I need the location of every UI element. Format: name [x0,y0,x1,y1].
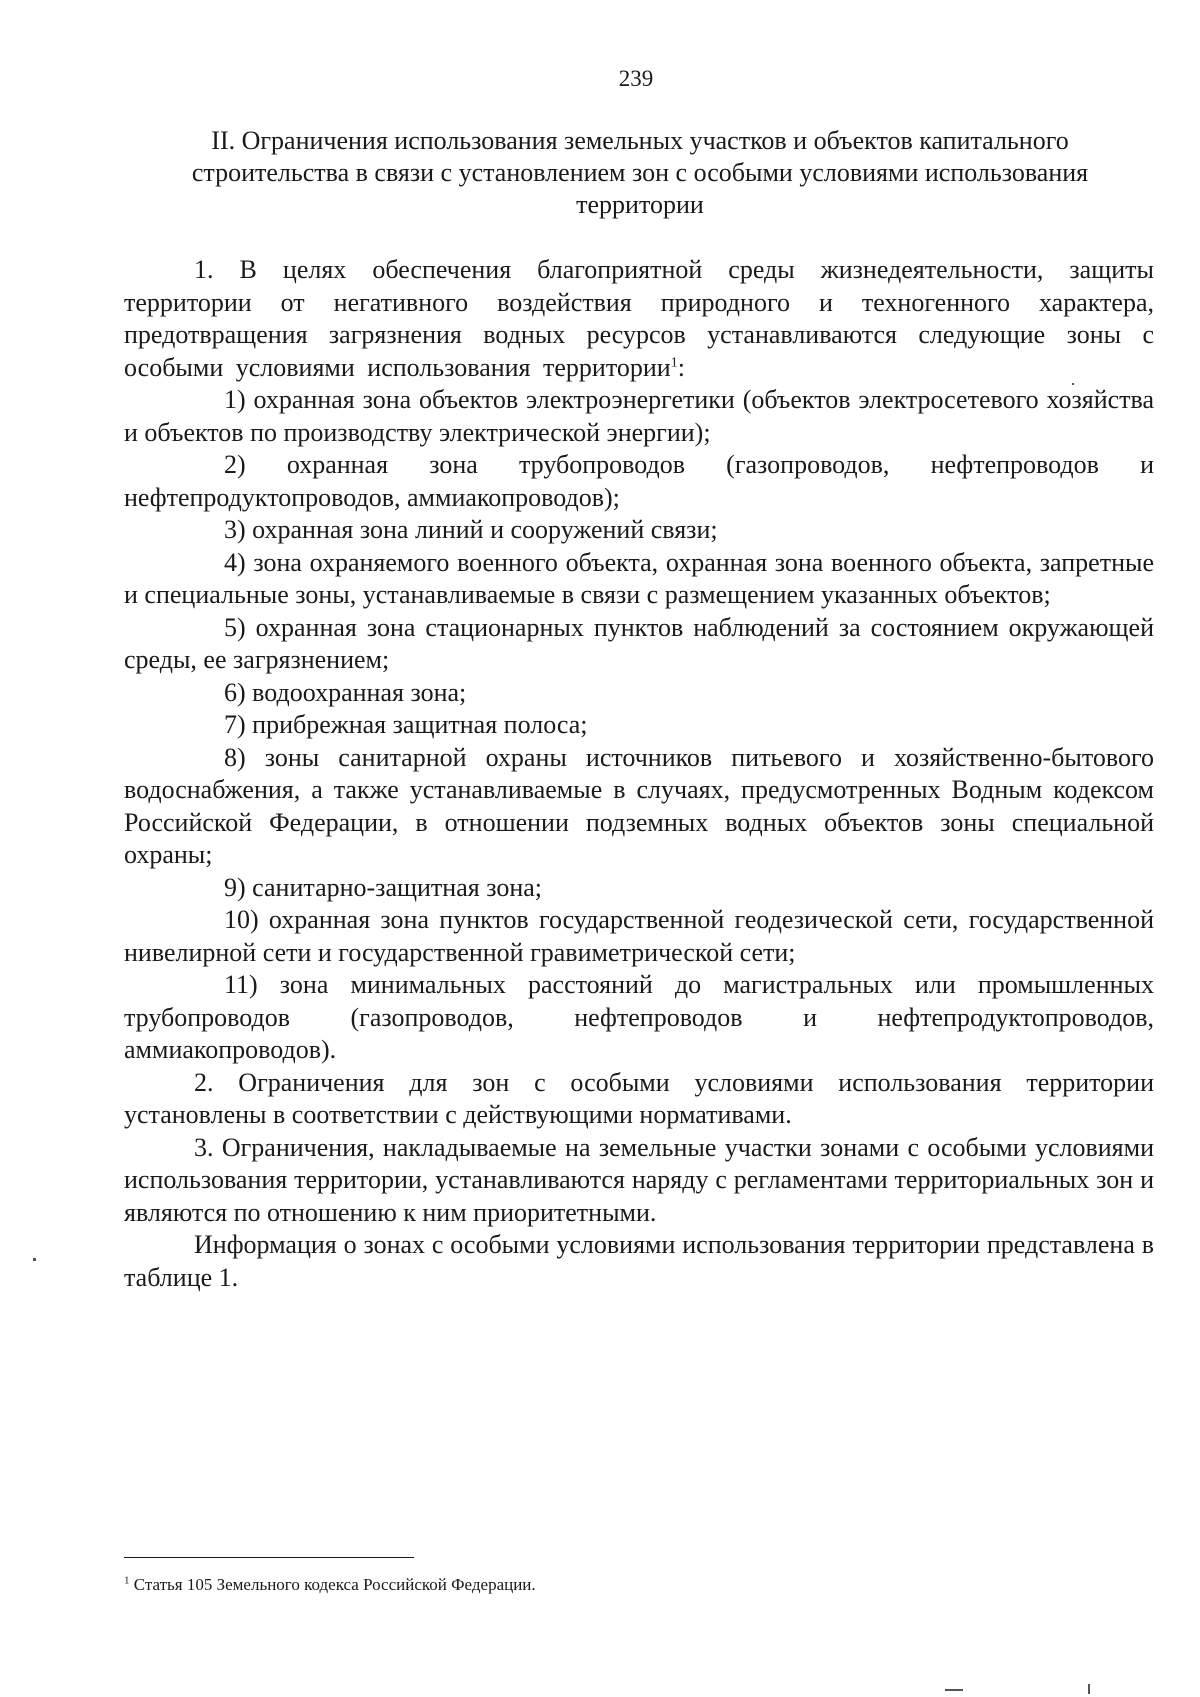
scan-artifact [945,1689,963,1691]
info-paragraph: Информация о зонах с особыми условиями использования территории представлена в таблице 1. [124,1230,1154,1292]
document-body [124,254,1154,1294]
footnote-separator [124,1557,414,1558]
footnote-text: Статья 105 Земельного кодекса Российской Федерации. [129,1575,536,1594]
list-item: 8) зоны санитарной охраны источников питьевого и хозяйственно-бытового водоснабжения, а также устанавливаемые в случаях, предусмотренных Водным кодексом Российской Федерации, в отношении подземных водных объектов зоны специальной охраны; [124,742,1154,869]
paragraph-2: 2. Ограничения для зон с особыми условиями использования территории установлены в соответствии с действующими нормативами. [124,1067,1154,1129]
list-item: 4) зона охраняемого военного объекта, охранная зона военного объекта, запретные и специальные зоны, устанавливаемые в связи с размещением указанных объектов; [124,547,1154,609]
list-item: 7) прибрежная защитная полоса; [224,710,588,739]
footnote-marker: 1 [124,1574,130,1587]
list-item: 10) охранная зона пунктов государственной геодезической сети, государственной нивелирной сети и государственной гравиметрической сети; [124,905,1154,967]
list-item: 1) охранная зона объектов электроэнергетики (объектов электросетевого хозяйства и объектов по производству электрической энергии); [124,385,1154,447]
intro-paragraph [124,254,1154,384]
list-item: 5) охранная зона стационарных пунктов наблюдений за состоянием окружающей среды, ее загрязнением; [124,612,1154,674]
list-item: 2) охранная зона трубопроводов (газопроводов, нефтепроводов и нефтепродуктопроводов, аммиакопроводов); [124,450,1154,512]
intro-text: 1. В целях обеспечения благоприятной среды жизнедеятельности, защиты территории от негативного воздействия природного и техногенного характера, предотвращения загрязнения водных ресурсов устанавливаются следующие зоны с особыми условиями использования территории [124,255,1154,382]
list-item: 3) охранная зона линий и сооружений связи; [224,515,718,544]
scan-artifact [1072,383,1074,385]
footnote-reference: 1 [670,354,678,370]
section-heading: II. Ограничения использования земельных участков и объектов капитального строительства в связи с установлением зон с особыми условиями использования территории [191,126,1089,219]
scan-artifact [1088,1684,1090,1694]
scan-artifact [33,1258,36,1261]
paragraph-3: 3. Ограничения, накладываемые на земельные участки зонами с особыми условиями использования территории, устанавливаются наряду с регламентами территориальных зон и являются по отношению к ним приоритетными. [124,1132,1154,1227]
list-item: 9) санитарно-защитная зона; [224,872,542,902]
page-number: 239 [618,66,654,91]
list-item: 6) водоохранная зона; [224,677,467,707]
footnote [124,1574,1024,1596]
intro-tail: : [677,352,685,382]
list-item: 11) зона минимальных расстояний до магистральных или промышленных трубопроводов (газопроводов, нефтепроводов и нефтепродуктопроводов, аммиакопроводов). [124,970,1154,1064]
